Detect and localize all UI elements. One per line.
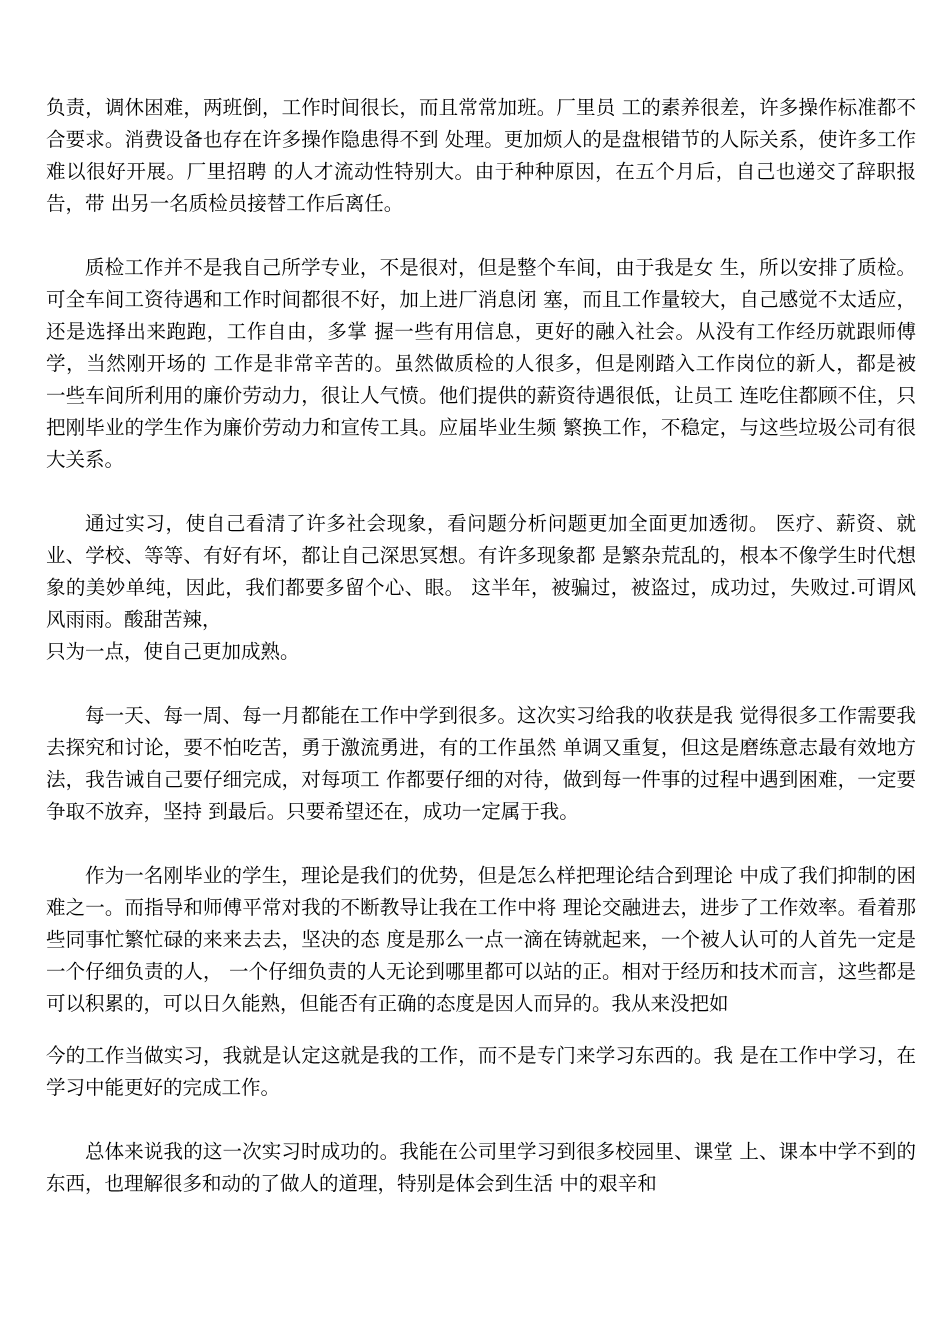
paragraph-quality-inspection: 质检工作并不是我自己所学专业，不是很对，但是整个车间，由于我是女 生，所以安排了质检。可全车间工资待遇和工作时间都很不好，加上进厂消息闭 塞，而且工作量较大，自己感觉不太适应，还是选择出来跑跑，工作自由，多掌 握一些有用信息，更好的融入社会。从没有工作经历就跟师傅学，当然刚开场的 工作是非常辛苦的。虽然做质检的人很多，但是刚踏入工作岗位的新人，都是被 一些车间所利用的廉价劳动力，很让人气愤。他们提供的薪资待遇很低，让员工 连吃住都顾不住，只把刚毕业的学生作为廉价劳动力和宣传工具。应届毕业生频 繁换工作，不稳定，与这些垃圾公司有很大关系。 (46, 256, 916, 471)
paragraph-theory-practice: 作为一名刚毕业的学生，理论是我们的优势，但是怎么样把理论结合到理论 中成了我们抑制的困难之一。而指导和师傅平常对我的不断教导让我在工作中将 理论交融进去，进步了工作效率。看着那些同事忙繁忙碌的来来去去，坚决的态 度是那么一点一滴在铸就起来，一个被人认可的人首先一定是一个仔细负责的人， 一个仔细负责的人无论到哪里都可以站的正。相对于经历和技术而言，这些都是 可以积累的，可以日久能熟，但能否有正确的态度是因人而异的。我从来没把如 (46, 864, 916, 1015)
paragraph-daily-learning: 每一天、每一周、每一月都能在工作中学到很多。这次实习给我的收获是我 觉得很多工作需要我去探究和讨论，要不怕吃苦，勇于激流勇进，有的工作虽然 单调又重复，但这是磨练意志最有效地方法，我告诫自己要仔细完成，对每项工 作都要仔细的对待，做到每一件事的过程中遇到困难，一定要争取不放弃，坚持 到最后。只要希望还在，成功一定属于我。 (46, 704, 916, 823)
paragraph-social-observation: 通过实习，使自己看清了许多社会现象，看问题分析问题更加全面更加透彻。 医疗、薪资、就业、学校、等等、有好有坏，都让自己深思冥想。有许多现象都 是繁杂荒乱的，根本不像学生时代想象的美妙单纯，因此，我们都要多留个心、眼。 这半年，被骗过，被盗过，成功过，失败过.可谓风风雨雨。酸甜苦辣， (46, 512, 916, 631)
paragraph-maturity-line: 只为一点，使自己更加成熟。 (46, 640, 300, 663)
paragraph-summary: 总体来说我的这一次实习时成功的。我能在公司里学习到很多校园里、课堂 上、课本中学不到的东西，也理解很多和动的了做人的道理，特别是体会到生活 中的艰辛和 (46, 1140, 916, 1195)
paragraph-resignation: 负责，调休困难，两班倒，工作时间很长，而且常常加班。厂里员 工的素养很差，许多操作标准都不合要求。消费设备也存在许多操作隐患得不到 处理。更加烦人的是盘根错节的人际关系，使许多工作难以很好开展。厂里招聘 的人才流动性特别大。由于种种原因，在五个月后，自己也递交了辞职报告，带 出另一名质检员接替工作后离任。 (46, 96, 916, 215)
paragraph-work-attitude: 今的工作当做实习，我就是认定这就是我的工作，而不是专门来学习东西的。我 是在工作中学习，在学习中能更好的完成工作。 (46, 1044, 916, 1099)
document-page (46, 92, 916, 1232)
